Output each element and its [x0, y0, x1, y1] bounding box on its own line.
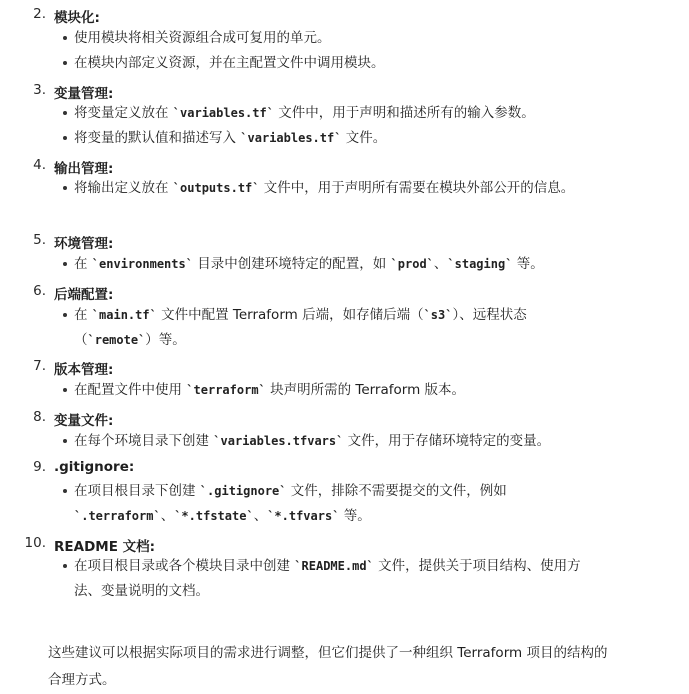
step-title: .gitignore: — [54, 459, 135, 475]
inline-code: `variables.tf` — [172, 106, 274, 120]
bullet-item — [74, 176, 604, 201]
inline-code: `variables.tf` — [240, 131, 342, 145]
bullet-text: 文件，用于存储环境特定的变量。 — [343, 433, 551, 449]
inline-code: `prod` — [390, 257, 434, 271]
bullet-text: 在模块内部定义资源，并在主配置文件中调用模块。 — [74, 55, 385, 71]
bullet-text: 在 — [74, 256, 92, 272]
bullet-text: 文件中，用于声明和描述所有的输入参数。 — [273, 105, 535, 121]
bullet-text: 等。 — [512, 256, 544, 272]
inline-code: `outputs.tf` — [172, 181, 260, 195]
step-title: README 文档: — [54, 539, 156, 555]
bullet-text: ）等。 — [145, 332, 186, 348]
step-title: 变量文件: — [54, 413, 114, 429]
bullet-item — [74, 26, 604, 51]
bullet-text: 等。 — [339, 508, 371, 524]
bullet-item — [74, 51, 604, 76]
step-title: 模块化: — [54, 10, 100, 26]
inline-code: `.gitignore` — [199, 484, 287, 498]
inline-code: `README.md` — [294, 559, 374, 573]
inline-code: `main.tf` — [91, 308, 157, 322]
bullet-item — [74, 252, 604, 277]
step-number: 2. — [33, 6, 46, 22]
bullet-text: 在 — [74, 307, 92, 323]
step-number: 8. — [33, 409, 46, 425]
bullet-item — [74, 126, 604, 151]
step-title: 版本管理: — [54, 362, 114, 378]
bullet-text: 、 — [433, 256, 448, 272]
step-number: 4. — [33, 157, 46, 173]
summary-paragraph: 这些建议可以根据实际项目的需求进行调整，但它们提供了一种组织 Terraform 项目的结构的合理方式。 — [48, 644, 608, 688]
step-title: 变量管理: — [54, 86, 114, 102]
step-number: 10. — [24, 535, 46, 551]
bullet-text: 在项目根目录下创建 — [74, 483, 200, 499]
bullet-text: 将变量定义放在 — [74, 105, 173, 121]
bullet-text: 将输出定义放在 — [74, 180, 173, 196]
step-number: 6. — [33, 283, 46, 299]
step-number: 5. — [33, 232, 46, 248]
bullet-text: 目录中创建环境特定的配置，如 — [192, 256, 391, 272]
inline-code: `environments` — [91, 257, 193, 271]
bullet-item — [74, 101, 604, 126]
bullet-text: 在配置文件中使用 — [74, 382, 187, 398]
inline-code: `staging` — [447, 257, 513, 271]
bullet-item — [74, 429, 604, 454]
bullet-text: 文件，提供关于项目结构、使用方法、变量说明的文档。 — [74, 558, 581, 599]
bullet-text: 、 — [253, 508, 268, 524]
step-number: 3. — [33, 82, 46, 98]
step-title: 输出管理: — [54, 161, 114, 177]
bullet-text: 文件。 — [341, 130, 387, 146]
inline-code: `.terraform` — [74, 509, 161, 523]
bullet-text: 在每个环境目录下创建 — [74, 433, 214, 449]
bullet-item — [74, 554, 604, 604]
bullet-text: 文件，排除不需要提交的文件，例如 — [286, 483, 507, 499]
step-number: 7. — [33, 358, 46, 374]
bullet-text: 块声明所需的 Terraform 版本。 — [265, 382, 466, 398]
bullet-text: 文件中配置 Terraform 后端，如存储后端（ — [156, 307, 424, 323]
bullet-text: 文件中，用于声明所有需要在模块外部公开的信息。 — [259, 180, 575, 196]
inline-code: `remote` — [87, 333, 146, 347]
bullet-text: ）、远程状态（ — [74, 307, 527, 348]
step-number: 9. — [33, 459, 46, 475]
inline-code: `terraform` — [186, 383, 266, 397]
bullet-text: 使用模块将相关资源组合成可复用的单元。 — [74, 30, 331, 46]
inline-code: `s3` — [423, 308, 453, 322]
inline-code: `*.tfvars` — [267, 509, 340, 523]
bullet-item — [74, 378, 604, 403]
step-title: 环境管理: — [54, 236, 114, 252]
inline-code: `variables.tfvars` — [213, 434, 344, 448]
bullet-text: 、 — [160, 508, 175, 524]
bullet-item — [74, 479, 604, 529]
bullet-text: 将变量的默认值和描述写入 — [74, 130, 241, 146]
step-title: 后端配置: — [54, 287, 114, 303]
bullet-text: 在项目根目录或各个模块目录中创建 — [74, 558, 295, 574]
inline-code: `*.tfstate` — [174, 509, 254, 523]
bullet-item — [74, 303, 604, 353]
